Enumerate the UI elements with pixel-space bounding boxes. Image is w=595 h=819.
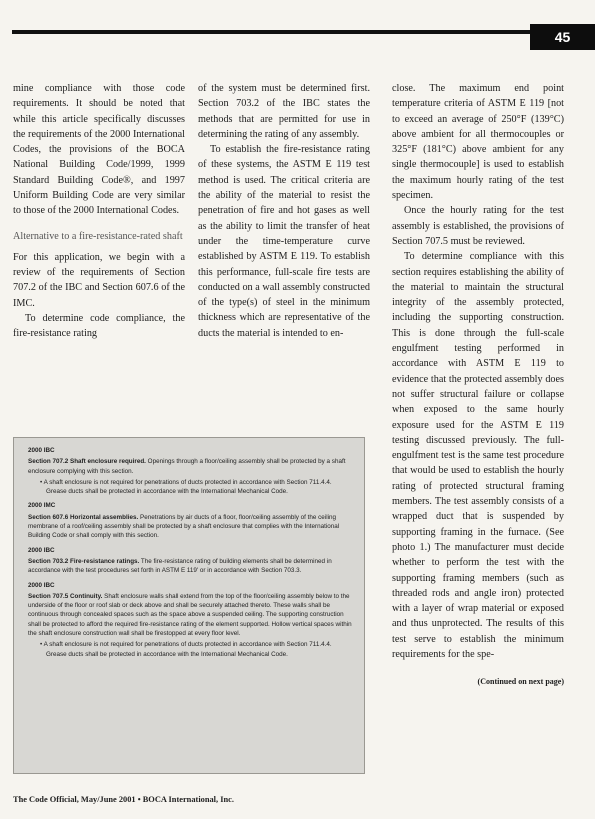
code-excerpt [28,546,352,576]
col3-paragraph: To determine compliance with this section requires establishing the ability of the material to maintain the structural integrity of the assembly protected, including the supporting construction. This is done through the full-scale engulfment testing performed in accordance with ASTM E 119 to evidence that the protected assembly does not suffer structural failure or collapse when exposed to the same hourly exposure used for the ASTM E 119 testing discussed previously. The full-engulfment test is the same test procedure that would be used to establish the hourly rating of protected structural framing members. The test assembly consists of a wrapped duct that is suspended by supporting framing in the furnace. (See photo 1.) The manufacturer must decide whether to perform the test with the supporting framing members (such as threaded rods and angle iron) protected with a layer of wrap material or exposed and thus unprotected. The results of this test serve to establish the minimum requirements for the spe- [392,251,564,660]
code-section-title: Section 707.2 Shaft enclosure required. [28,458,146,466]
code-exception-text: A shaft enclosure is not required for penetrations of ducts protected in accordance with Section 711.4.4. Grease ducts shall be protected in accordance with the International Mechanical Code. [43,478,332,496]
column-2 [198,81,370,341]
column-3 [392,81,564,690]
code-section-title: Section 607.6 Horizontal assemblies. [28,513,139,521]
header-rule [12,30,530,34]
section-subheading: Alternative to a fire-resistance-rated shaft [13,230,183,242]
code-section-text [28,557,352,576]
code-exception: • A shaft enclosure is not required for penetrations of ducts protected in accordance with Section 711.4.4. Grease ducts shall be protected in accordance with the International Mechanical Code. [40,478,332,496]
col1-paragraph: To determine code compliance, the fire-resistance rating [13,312,185,340]
code-exception: • A shaft enclosure is not required for penetrations of ducts protected in accordance with Section 711.4.4. Grease ducts shall be protected in accordance with the International Mechanical Code. [40,641,332,658]
code-excerpt-sidebar [13,437,365,774]
code-exception-text: A shaft enclosure is not required for penetrations of ducts protected in accordance with Section 711.4.4. Grease ducts shall be protected in accordance with the International Mechanical Code. [43,641,332,658]
col1-paragraph: mine compliance with those code requirements. It should be noted that while this article specifically discusses the requirements of the 2000 International Codes, the provisions of the BOCA National Building Code/1999, 1999 Standard Building Code®, and 1997 Uniform Building Code are very similar to those of the 2000 International Codes. [13,83,185,217]
code-section-title: Section 703.2 Fire-resistance ratings. [28,557,140,565]
code-label: 2000 IBC [28,447,55,454]
code-section-body: Openings through a floor/ceiling assembly shall be protected by a shaft enclosure complying with this section. [28,458,346,475]
code-label: 2000 IBC [28,546,55,554]
page-footer: The Code Official, May/June 2001 • BOCA International, Inc. [13,795,234,804]
code-section-text [28,513,352,541]
continued-note: (Continued on next page) [477,677,564,687]
page-number: 45 [530,24,595,50]
code-section-text [28,592,352,638]
code-label: 2000 IMC [28,502,56,510]
col1-paragraph: For this application, we begin with a review of the requirements of Section 707.2 of the IBC and Section 607.6 of the IMC. [13,251,185,309]
code-section-body: The fire-resistance rating of building elements shall be determined in accordance with the test procedures set forth in ASTM E 119' or in accordance with Section 703.3. [28,557,332,575]
code-excerpt [28,501,352,540]
col2-paragraph: of the system must be determined first. Section 703.2 of the IBC states the methods that are permitted for use in determining the rating of any assembly. [198,83,370,140]
col2-paragraph: To establish the fire-resistance rating of these systems, the ASTM E 119 test method is used. The critical criteria are the ability of the material to resist the penetration of fire and hot gases as well as the ability to limit the transfer of heat under the time-temperature curve established by ASTM E 119. To establish this performance, full-scale fire tests are conducted on a wall assembly constructed of the type(s) of steel in the minimum thickness which are representative of the ducts the material is intended to en- [198,144,370,339]
code-label: 2000 IBC [28,581,55,589]
code-section-text [28,457,352,476]
col3-paragraph: Once the hourly rating for the test assembly is established, the provisions of Section 707.5 must be reviewed. [392,205,564,247]
code-excerpt [28,446,352,496]
col3-paragraph: close. The maximum end point temperature criteria of ASTM E 119 [not to exceed an average of 250°F (139°C) above ambient for all thermocouples or 325°F (181°C) above ambient for any single thermocouple] is used to establish the maximum hourly rating of the test specimen. [392,83,564,202]
code-section-body: Penetrations by air ducts of a floor, floor/ceiling assembly of the ceiling membrane of a roof/ceiling assembly shall be protected by a shaft enclosure that complies with the International Building Code or shall comply with this section. [28,513,340,540]
column-1 [13,81,185,341]
code-section-title: Section 707.5 Continuity. [28,592,103,600]
code-section-body: Shaft enclosure walls shall extend from the top of the floor/ceiling assembly below to the underside of the floor or roof slab or deck above and shall be securely attached thereto. These walls shall be continuous through concealed spaces such as the space above a suspended ceiling. The supporting construction shall be protected to afford the required fire-resistance rating of the element supported. Hollow vertical spaces within the shaft enclosure construction wall shall be firestopped at every floor level. [28,592,352,638]
code-excerpt [28,581,352,659]
